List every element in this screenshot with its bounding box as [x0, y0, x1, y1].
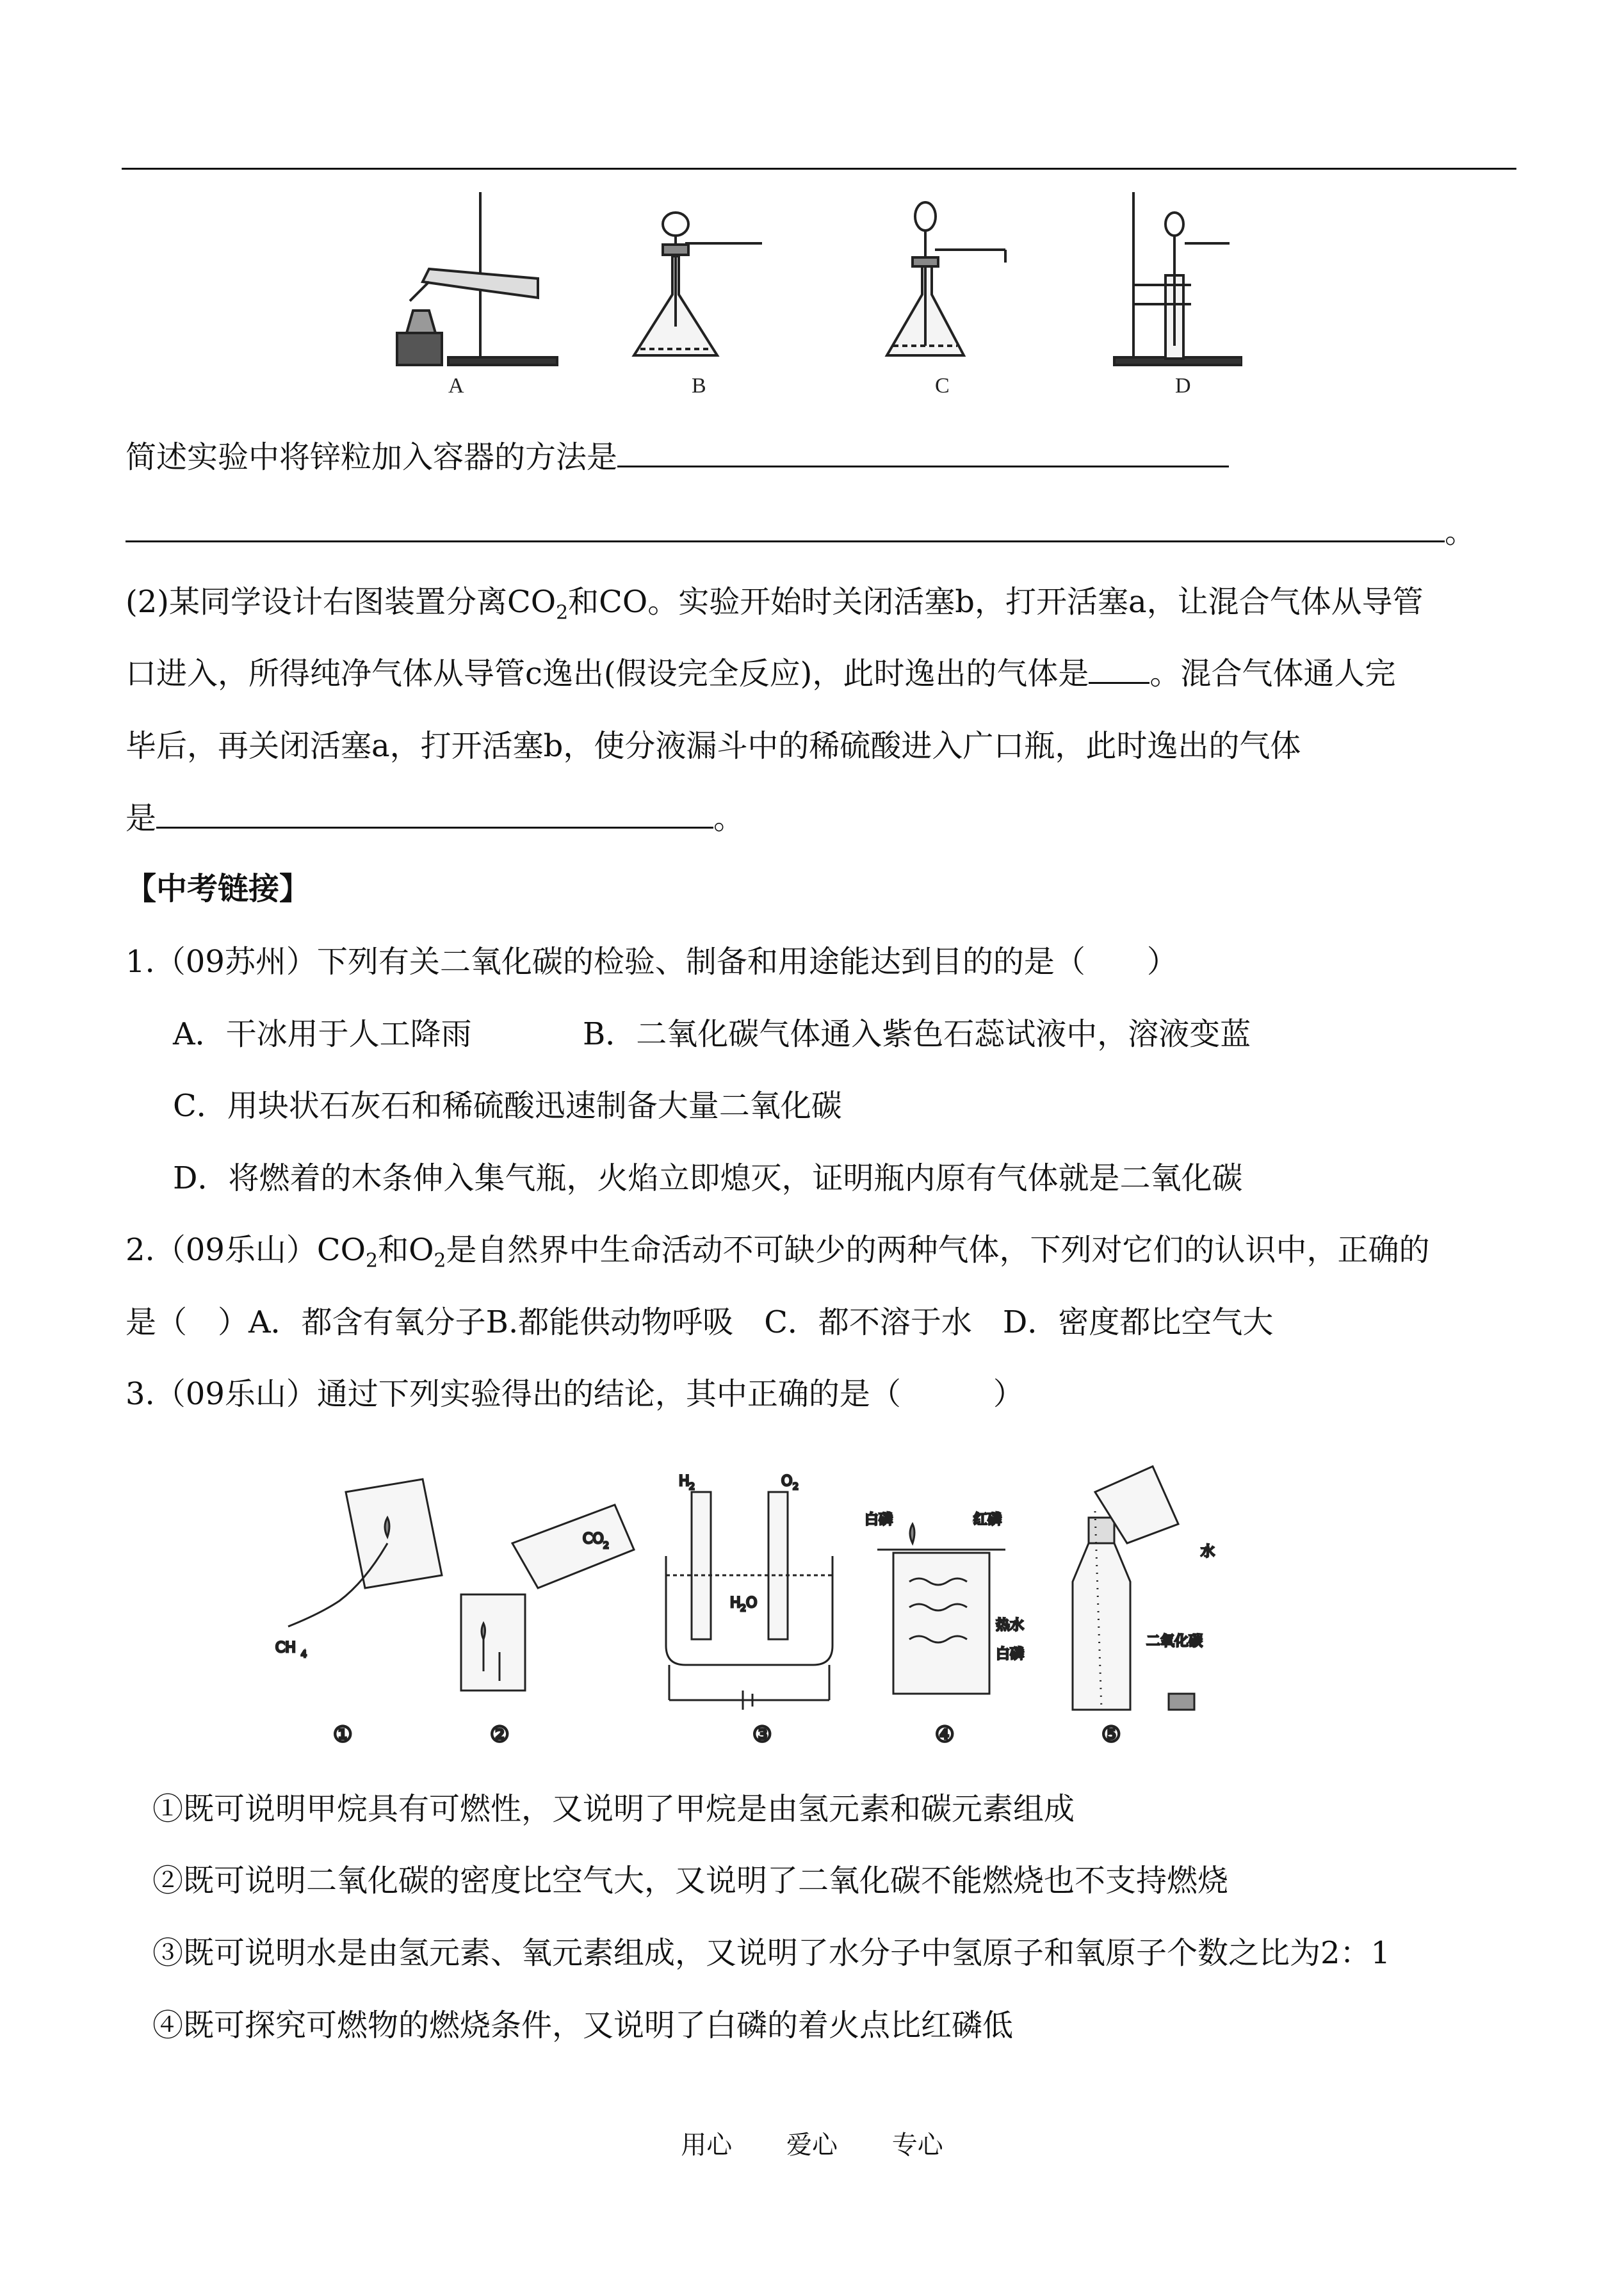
exp-label-1: ①: [333, 1723, 353, 1747]
svg-text:2: 2: [689, 1482, 695, 1492]
exp-label-3: ③: [752, 1723, 772, 1747]
mcq1-option-c[interactable]: C．用块状石灰石和稀硫酸迅速制备大量二氧化碳: [173, 1088, 842, 1124]
svg-text:4: 4: [301, 1650, 307, 1660]
svg-text:热水: 热水: [996, 1618, 1025, 1634]
mcq3-stem: 3.（09乐山）通过下列实验得出的结论，其中正确的是（ ）: [126, 1376, 1024, 1412]
q1-end: 。: [1445, 514, 1476, 550]
page-footer: [0, 2125, 1624, 2161]
label-d: D: [1175, 374, 1191, 398]
experiment-2: [461, 1505, 634, 1747]
svg-text:红磷: 红磷: [973, 1512, 1002, 1528]
mcq2-stem: 2.（09乐山）$CO_2$和$O_2$是自然界中生命活动不可缺少的两种气体，下列对它们的认识中，正确的: [126, 1232, 1430, 1272]
apparatus-b: [634, 213, 762, 355]
apparatus-figure-top: [384, 186, 1242, 403]
statement-3: ③既可说明水是由氢元素、氧元素组成，又说明了水分子中氢原子和氧原子个数之比为2：1: [152, 1935, 1391, 1971]
experiment-3: [666, 1473, 832, 1747]
q2-line3: 毕后，再关闭活塞a，打开活塞b，使分液漏斗中的稀硫酸进入广口瓶，此时逸出的气体: [126, 728, 1301, 764]
svg-text:O: O: [746, 1595, 758, 1611]
q1-prompt: 简述实验中将锌粒加入容器的方法是: [126, 439, 618, 475]
svg-text:2: 2: [793, 1482, 799, 1492]
mcq1-stem: 1.（09苏州）下列有关二氧化碳的检验、制备和用途能达到目的的是（ ）: [126, 944, 1178, 980]
statement-2: ②既可说明二氧化碳的密度比空气大，又说明了二氧化碳不能燃烧也不支持燃烧: [152, 1863, 1229, 1899]
answer-blank-3[interactable]: [1089, 654, 1149, 684]
svg-text:水: 水: [1201, 1544, 1215, 1560]
label-c: C: [935, 374, 950, 398]
statement-1: ①既可说明甲烷具有可燃性，又说明了甲烷是由氢元素和碳元素组成: [152, 1791, 1075, 1827]
svg-text:2: 2: [603, 1541, 609, 1551]
mcq1-option-d[interactable]: D．将燃着的木条伸入集气瓶，火焰立即熄灭，证明瓶内原有气体就是二氧化碳: [173, 1160, 1243, 1196]
q2-line2: 口进入，所得纯净气体从导管c逸出(假设完全反应)，此时逸出的气体是 。混合气体通人完: [126, 654, 1395, 693]
answer-blank-4[interactable]: [156, 799, 713, 829]
svg-text:CO: CO: [583, 1531, 604, 1547]
header-rule: [122, 168, 1516, 170]
mcq1-option-b[interactable]: B．二氧化碳气体通入紫色石蕊试液中，溶液变蓝: [583, 1016, 1251, 1052]
svg-text:O: O: [781, 1473, 793, 1489]
label-a: A: [448, 374, 464, 398]
mcq2-options: 是（ ）A．都含有氧分子B.都能供动物呼吸 C．都不溶于水 D．密度都比空气大: [126, 1304, 1274, 1340]
svg-text:白磷: 白磷: [865, 1512, 893, 1528]
apparatus-a: [397, 192, 557, 365]
exp-label-4: ④: [935, 1723, 955, 1747]
svg-text:2: 2: [740, 1603, 746, 1614]
svg-text:白磷: 白磷: [996, 1646, 1025, 1662]
footer-text-2: 爱心: [786, 2130, 838, 2160]
answer-blank-2[interactable]: [126, 512, 1445, 542]
answer-blank-1[interactable]: [617, 437, 1229, 467]
label-b: B: [692, 374, 706, 398]
q1-line: [126, 437, 1229, 476]
statement-4: ④既可探究可燃物的燃烧条件，又说明了白磷的着火点比红磷低: [152, 2007, 1014, 2043]
mcq1-option-a[interactable]: A．干冰用于人工降雨: [173, 1016, 472, 1052]
experiments-figure: [269, 1454, 1268, 1748]
footer-text-3: 专心: [891, 2130, 943, 2160]
svg-text:CH: CH: [275, 1640, 296, 1656]
section-title: 【中考链接】: [126, 871, 311, 907]
svg-text:H: H: [730, 1595, 741, 1611]
exp-label-5: ⑤: [1101, 1723, 1121, 1747]
q1-line2: [126, 512, 1475, 551]
experiment-5: [1073, 1466, 1215, 1747]
footer-text-1: 用心: [681, 2130, 733, 2160]
apparatus-c: [887, 202, 1005, 355]
apparatus-d: [1114, 192, 1242, 365]
experiment-1: [275, 1479, 442, 1747]
experiment-4: [865, 1512, 1024, 1747]
q2-line1: (2)某同学设计右图装置分离$CO_2$和CO。实验开始时关闭活塞b，打开活塞a，让混合气体从导管: [126, 584, 1424, 624]
q2-line4: 是 。: [126, 799, 744, 838]
svg-text:二氧化碳: 二氧化碳: [1146, 1634, 1203, 1650]
svg-text:H: H: [679, 1473, 690, 1489]
exp-label-2: ②: [490, 1723, 510, 1747]
